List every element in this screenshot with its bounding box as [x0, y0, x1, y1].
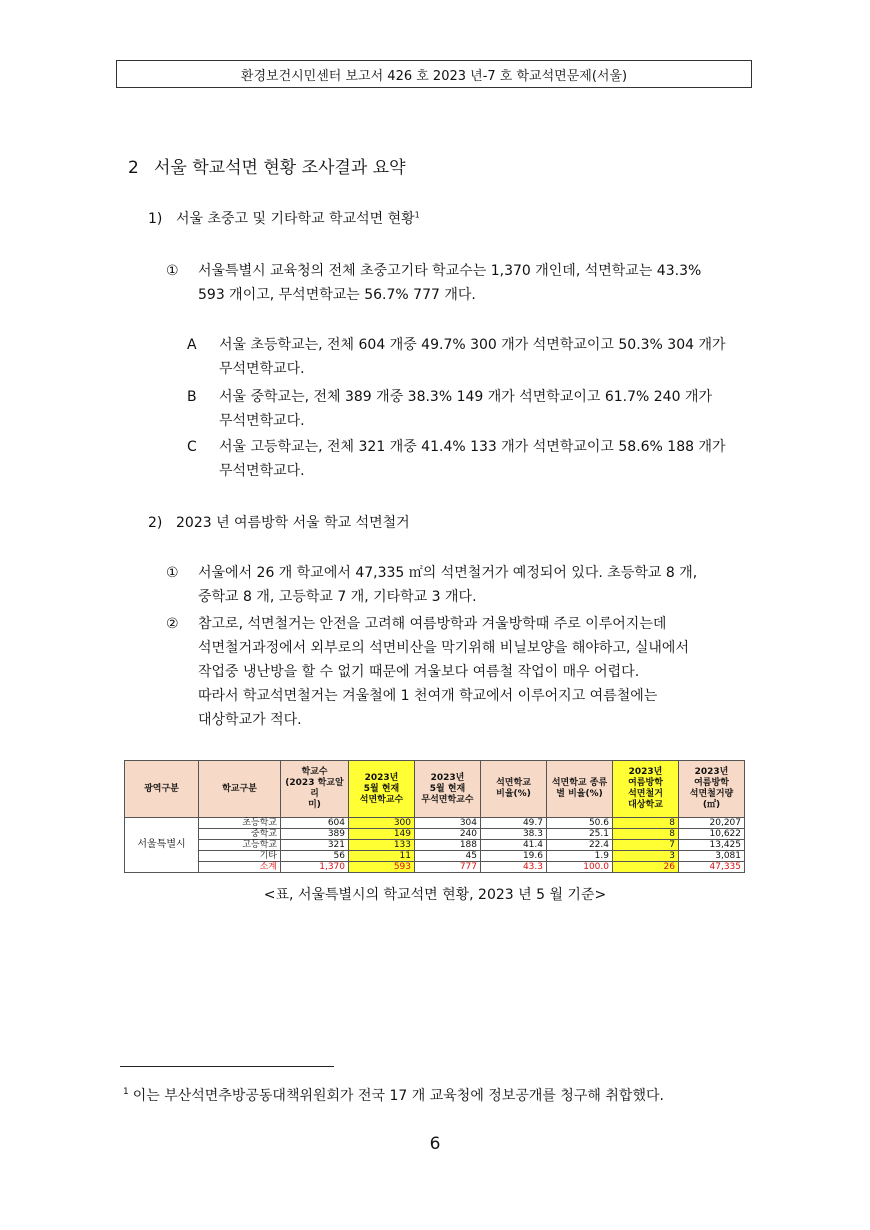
cell-asbestos: 11 — [349, 851, 415, 862]
cell-non-asbestos: 304 — [415, 818, 481, 829]
cell-type: 중학교 — [199, 829, 281, 840]
section-heading — [128, 153, 406, 178]
footnote-mark: 1 — [123, 1087, 129, 1098]
item-a-text — [219, 333, 726, 381]
item-2-1-line-2: 중학교 8 개, 고등학교 7 개, 기타학교 3 개다. — [198, 589, 477, 605]
table-header-row — [125, 761, 745, 818]
item-1-marker: ① — [166, 263, 179, 279]
table-total-row — [125, 862, 745, 873]
subsection-2-title: 2023 년 여름방학 서울 학교 석면철거 — [176, 515, 410, 531]
item-a-marker: A — [187, 337, 197, 353]
subsection-1-title: 서울 초중고 및 기타학교 학교석면 현황 — [176, 211, 415, 227]
item-2-2-marker: ② — [166, 616, 179, 632]
footnote-ref: 1 — [414, 210, 420, 220]
item-2-1-marker: ① — [166, 565, 179, 581]
table-row — [125, 851, 745, 862]
item-1-text — [198, 259, 701, 307]
cell-ratio: 38.3 — [481, 829, 547, 840]
cell-asbestos: 593 — [349, 862, 415, 873]
item-a-line-1: 서울 초등학교는, 전체 604 개중 49.7% 300 개가 석면학교이고 50.3% 304 개가 — [219, 337, 726, 353]
item-2-2-line-3: 작업중 냉난방을 할 수 없기 때문에 겨울보다 여름철 작업이 매우 어렵다. — [198, 664, 640, 680]
cell-type-ratio: 25.1 — [547, 829, 613, 840]
footnote-text: 이는 부산석면추방공동대책위원회가 전국 17 개 교육청에 정보공개를 청구해 취합했다. — [132, 1088, 664, 1104]
cell-target: 3 — [613, 851, 679, 862]
th-region: 광역구분 — [125, 761, 199, 818]
cell-ratio: 41.4 — [481, 840, 547, 851]
cell-type-ratio: 1.9 — [547, 851, 613, 862]
cell-ratio: 49.7 — [481, 818, 547, 829]
cell-type: 초등학교 — [199, 818, 281, 829]
item-2-1-text — [198, 561, 697, 609]
section-number: 2 — [128, 158, 139, 178]
asbestos-school-table — [124, 760, 745, 873]
cell-type-ratio: 22.4 — [547, 840, 613, 851]
footnote-divider — [120, 1066, 334, 1067]
report-header — [116, 60, 752, 88]
subsection-2-number: 2) — [148, 515, 163, 531]
item-2-2-line-1: 참고로, 석면철거는 안전을 고려해 여름방학과 겨울방학때 주로 이루어지는데 — [198, 616, 667, 632]
item-b-text — [219, 385, 712, 433]
cell-non-asbestos: 240 — [415, 829, 481, 840]
th-removal-target: 2023년 여름방학 석면철거 대상학교 — [613, 761, 679, 818]
section-title: 서울 학교석면 현황 조사결과 요약 — [154, 158, 406, 178]
th-asbestos-ratio: 석면학교 비율(%) — [481, 761, 547, 818]
item-c-marker: C — [187, 439, 197, 455]
cell-amount: 3,081 — [679, 851, 745, 862]
th-type-ratio: 석면학교 종류 별 비율(%) — [547, 761, 613, 818]
item-b-marker: B — [187, 389, 197, 405]
table-caption: <표, 서울특별시의 학교석면 현황, 2023 년 5 월 기준> — [263, 887, 607, 903]
th-asbestos-count: 2023년 5월 현재 석면학교수 — [349, 761, 415, 818]
th-school-count: 학교수 (2023 학교알리 미) — [281, 761, 349, 818]
th-removal-amount: 2023년 여름방학 석면철거량 (㎡) — [679, 761, 745, 818]
page-number: 6 — [429, 1134, 441, 1154]
cell-amount: 47,335 — [679, 862, 745, 873]
cell-ratio: 43.3 — [481, 862, 547, 873]
cell-asbestos: 133 — [349, 840, 415, 851]
report-header-text: 환경보건시민센터 보고서 426 호 2023 년-7 호 학교석면문제(서울) — [240, 68, 628, 84]
item-b-line-1: 서울 중학교는, 전체 389 개중 38.3% 149 개가 석면학교이고 61.7% 240 개가 — [219, 389, 712, 405]
cell-amount: 10,622 — [679, 829, 745, 840]
cell-type: 기타 — [199, 851, 281, 862]
cell-amount: 20,207 — [679, 818, 745, 829]
item-b-line-2: 무석면학교다. — [219, 413, 305, 429]
cell-target: 7 — [613, 840, 679, 851]
region-cell: 서울특별시 — [125, 818, 199, 873]
item-c-line-1: 서울 고등학교는, 전체 321 개중 41.4% 133 개가 석면학교이고 58.6% 188 개가 — [219, 439, 726, 455]
th-non-asbestos-count: 2023년 5월 현재 무석면학교수 — [415, 761, 481, 818]
item-c-line-2: 무석면학교다. — [219, 463, 305, 479]
cell-asbestos: 300 — [349, 818, 415, 829]
item-1-line-2: 593 개이고, 무석면학교는 56.7% 777 개다. — [198, 287, 476, 303]
cell-non-asbestos: 45 — [415, 851, 481, 862]
table-row — [125, 818, 745, 829]
cell-non-asbestos: 188 — [415, 840, 481, 851]
table-row — [125, 829, 745, 840]
cell-amount: 13,425 — [679, 840, 745, 851]
cell-total: 321 — [281, 840, 349, 851]
subsection-2-heading — [148, 512, 410, 532]
item-a-line-2: 무석면학교다. — [219, 361, 305, 377]
cell-type: 소계 — [199, 862, 281, 873]
subsection-1-number: 1) — [148, 211, 163, 227]
cell-target: 8 — [613, 829, 679, 840]
cell-total: 1,370 — [281, 862, 349, 873]
cell-target: 26 — [613, 862, 679, 873]
item-2-2-line-2: 석면철거과정에서 외부로의 석면비산을 막기위해 비닐보양을 해야하고, 실내에서 — [198, 640, 689, 656]
item-2-2-line-4: 따라서 학교석면철거는 겨울철에 1 천여개 학교에서 이루어지고 여름철에는 — [198, 688, 658, 704]
cell-total: 389 — [281, 829, 349, 840]
item-2-2-text — [198, 612, 689, 732]
cell-non-asbestos: 777 — [415, 862, 481, 873]
cell-type-ratio: 50.6 — [547, 818, 613, 829]
cell-ratio: 19.6 — [481, 851, 547, 862]
item-2-1-line-1: 서울에서 26 개 학교에서 47,335 ㎡의 석면철거가 예정되어 있다. 초등학교 8 개, — [198, 565, 698, 581]
cell-total: 604 — [281, 818, 349, 829]
item-1-line-1: 서울특별시 교육청의 전체 초중고기타 학교수는 1,370 개인데, 석면학교는 43.3% — [198, 263, 702, 279]
th-school-type: 학교구분 — [199, 761, 281, 818]
cell-target: 8 — [613, 818, 679, 829]
cell-type-ratio: 100.0 — [547, 862, 613, 873]
item-2-2-line-5: 대상학교가 적다. — [198, 712, 302, 728]
item-c-text — [219, 435, 726, 483]
cell-total: 56 — [281, 851, 349, 862]
footnote — [123, 1085, 664, 1105]
table-row — [125, 840, 745, 851]
cell-asbestos: 149 — [349, 829, 415, 840]
subsection-1-heading — [148, 208, 420, 228]
cell-type: 고등학교 — [199, 840, 281, 851]
